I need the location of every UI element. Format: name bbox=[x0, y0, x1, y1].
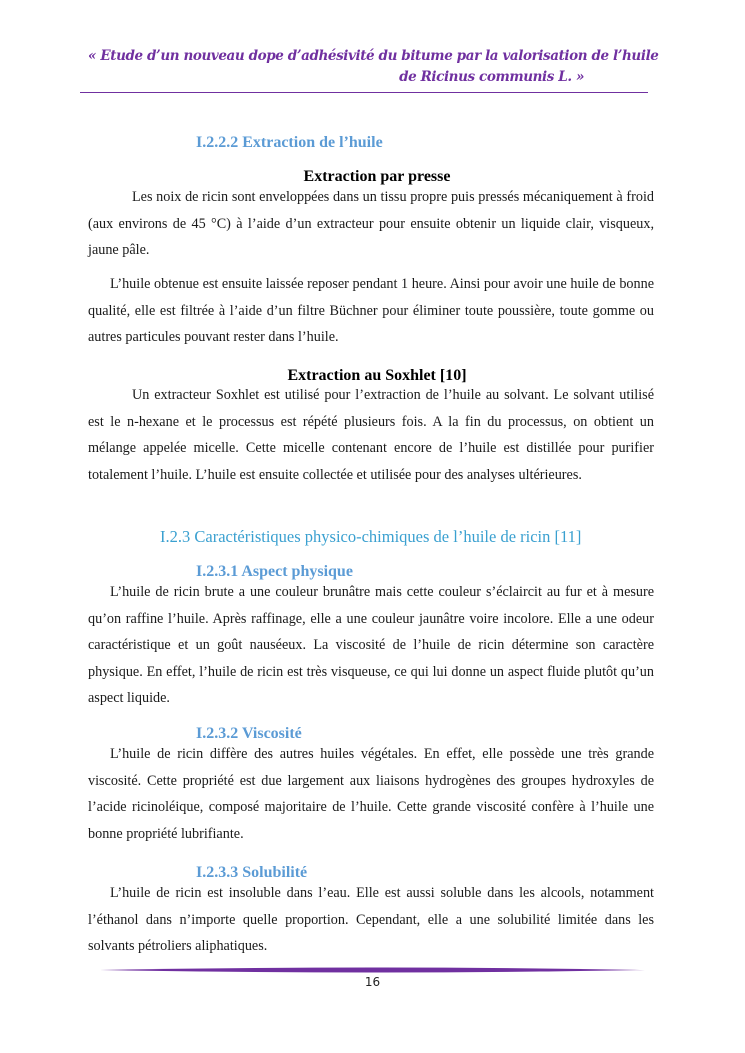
heading-extraction-soxhlet: Extraction au Soxhlet [10] bbox=[287, 367, 467, 384]
heading-aspect-physique: I.2.3.1 Aspect physique bbox=[196, 563, 353, 580]
header-divider bbox=[80, 92, 648, 93]
paragraph-solubilite: L’huile de ricin est insoluble dans l’eau. Elle est aussi soluble dans les alcools, notamment l’éthanol dans n’importe quelle proportion. Cependant, elle a une solubilité limitée dans les solvants pétroliers aliphatiques. bbox=[88, 885, 654, 954]
page-number: 16 bbox=[364, 975, 381, 989]
paragraph-presse-2: L’huile obtenue est ensuite laissée reposer pendant 1 heure. Ainsi pour avoir une huile de bonne qualité, elle est filtrée à l’aide d’un filtre Büchner pour éliminer toute poussière, toute gomme ou autres particules pouvant rester dans l’huile. bbox=[88, 276, 654, 345]
paragraph-viscosite: L’huile de ricin diffère des autres huiles végétales. En effet, elle possède une très grande viscosité. Cette propriété est due largement aux liaisons hydrogènes des groupes hydroxyles de l’acide ricinoléique, composé majoritaire de l’huile. Cette grande viscosité confère à l’huile une bonne propriété lubrifiante. bbox=[88, 746, 654, 842]
heading-caracteristiques: I.2.3 Caractéristiques physico-chimiques de l’huile de ricin [11] bbox=[160, 527, 582, 546]
heading-solubilite: I.2.3.3 Solubilité bbox=[196, 864, 308, 881]
heading-viscosite: I.2.3.2 Viscosité bbox=[196, 725, 302, 742]
heading-extraction: I.2.2.2 Extraction de l’huile bbox=[196, 134, 383, 151]
header-line-2: de Ricinus communis L. » bbox=[399, 69, 584, 85]
heading-extraction-presse: Extraction par presse bbox=[303, 168, 451, 185]
header-line-1: « Etude d’un nouveau dope d’adhésivité du bitume par la valorisation de l’huile bbox=[88, 48, 659, 64]
paragraph-presse-1: Les noix de ricin sont enveloppées dans un tissu propre puis pressés mécaniquement à froid (aux environs de 45 °C) à l’aide d’un extracteur pour ensuite obtenir un liquide clair, visqueux, jaune pâle. bbox=[88, 189, 654, 258]
paragraph-soxhlet: Un extracteur Soxhlet est utilisé pour l’extraction de l’huile au solvant. Le solvant utilisé est le n-hexane et le processus est répété plusieurs fois. A la fin du processus, on obtient un mélange appelée micelle. Cette micelle contenant encore de l’huile est distillée pour purifier totalement l’huile. L’huile est ensuite collectée et utilisée pour des analyses ultérieures. bbox=[88, 387, 654, 483]
paragraph-aspect-physique: L’huile de ricin brute a une couleur brunâtre mais cette couleur s’éclaircit au fur et à mesure qu’on raffine l’huile. Après raffinage, elle a une couleur jaunâtre voire incolore. Elle a une odeur caractéristique et un goût nauséeux. La viscosité de l’huile de ricin détermine son caractère physique. En effet, l’huile de ricin est très visqueuse, ce qui lui donne un aspect fluide plutôt qu’un aspect liquide. bbox=[88, 584, 654, 706]
footer-divider bbox=[100, 966, 645, 974]
running-header bbox=[88, 46, 659, 88]
